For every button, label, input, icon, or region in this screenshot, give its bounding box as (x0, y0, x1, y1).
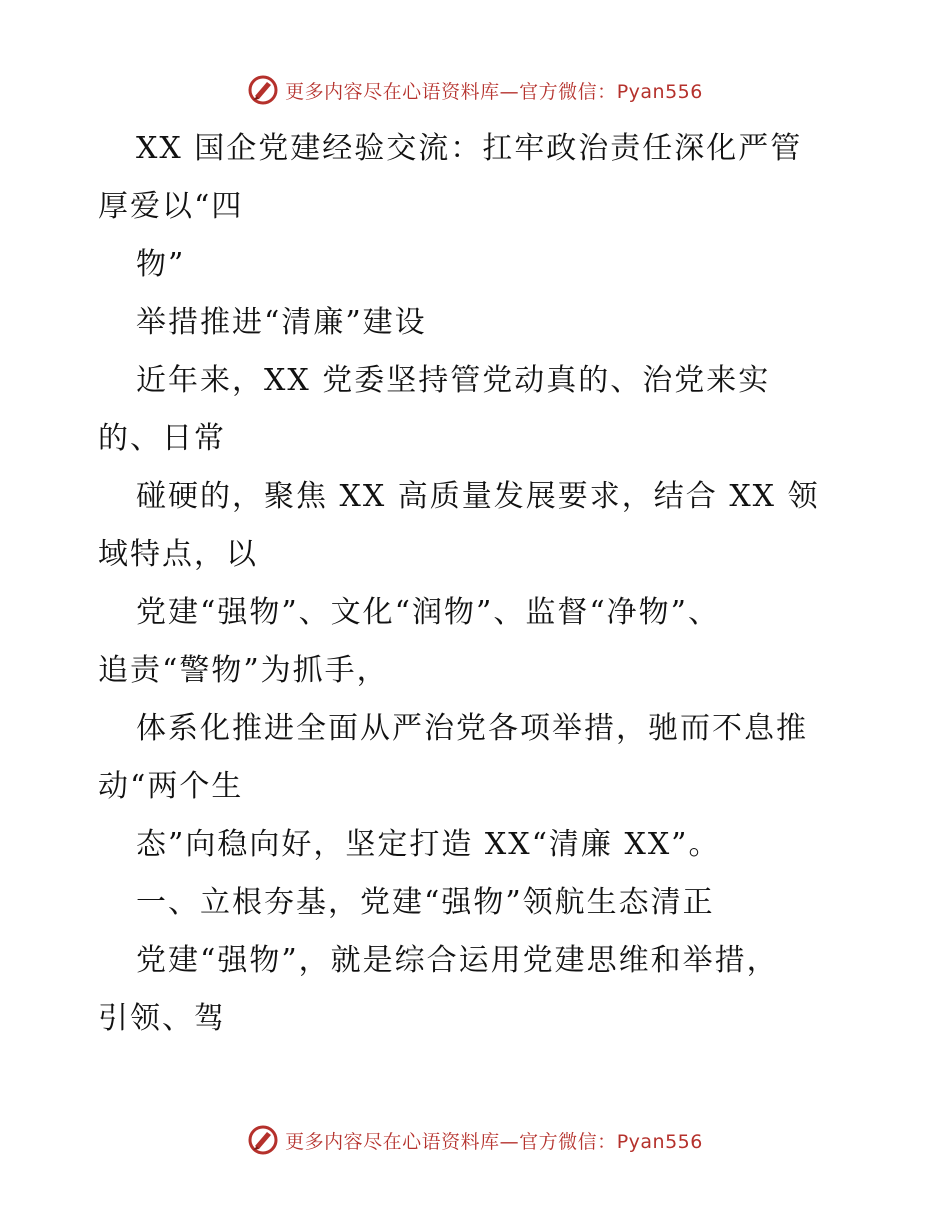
title-line-1: XX 国企党建经验交流：扛牢政治责任深化严管 (136, 131, 803, 166)
header-promo-text: 更多内容尽在心语资料库 (285, 80, 500, 103)
paragraph-line: 追责“警物”为抓手， (98, 653, 389, 688)
header-wechat-label: 官方微信： (519, 80, 617, 103)
paragraph-line: 近年来，XX 党委坚持管党动真的、治党来实 (136, 363, 771, 398)
header-separator: — (499, 80, 520, 103)
paragraph-line: 体系化推进全面从严治党各项举措，驰而不息推 (136, 711, 808, 746)
footer-promo-text: 更多内容尽在心语资料库 (285, 1130, 500, 1153)
paragraph-line: 党建“强物”、文化“润物”、监督“净物”、 (136, 595, 721, 630)
header-wechat-id: Pyan556 (616, 80, 703, 103)
footer-promo (285, 1127, 703, 1154)
page-footer (0, 1120, 950, 1160)
title-line-2: 厚爱以“四 (98, 189, 244, 224)
title-line-3: 物” (136, 247, 186, 282)
section-heading: 一、立根夯基，党建“强物”领航生态清正 (136, 885, 715, 920)
paragraph-line: 的、日常 (98, 421, 226, 456)
page-header (0, 70, 950, 110)
paragraph-line: 碰硬的，聚焦 XX 高质量发展要求，结合 XX 领 (136, 479, 820, 514)
footer-wechat-id: Pyan556 (616, 1130, 703, 1153)
header-promo (285, 77, 703, 104)
footer-separator: — (499, 1130, 520, 1153)
paragraph-line: 态”向稳向好，坚定打造 XX“清廉 XX”。 (136, 827, 721, 862)
title-line-4: 举措推进“清廉”建设 (136, 305, 427, 340)
paragraph-line: 动“两个生 (98, 769, 244, 804)
paragraph-line: 引领、驾 (98, 1001, 226, 1036)
document-body (98, 120, 858, 1048)
footer-wechat-label: 官方微信： (519, 1130, 617, 1153)
brand-logo-icon (247, 1124, 279, 1156)
paragraph-line: 域特点，以 (98, 537, 258, 572)
brand-logo-icon (247, 74, 279, 106)
paragraph-line: 党建“强物”，就是综合运用党建思维和举措， (136, 943, 779, 978)
